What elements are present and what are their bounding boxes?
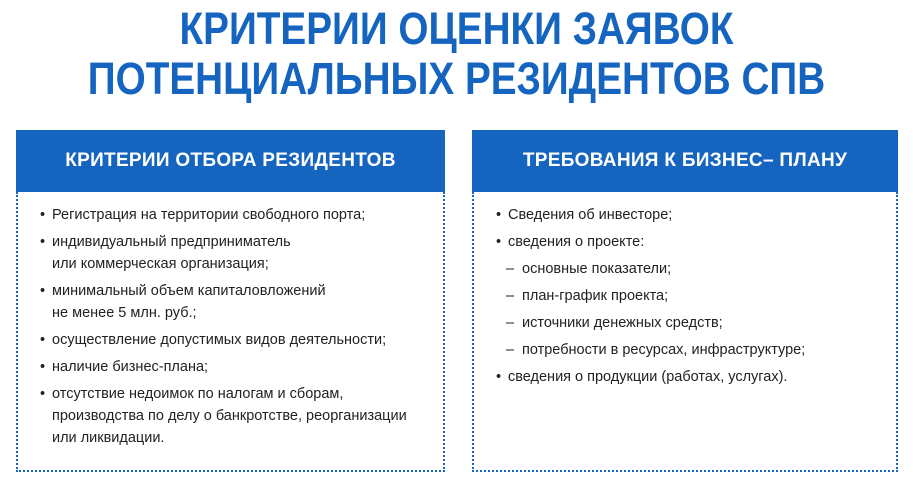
bullet-icon: •	[496, 369, 502, 385]
resident-criteria-panel	[16, 130, 445, 472]
list-item-text: минимальный объем капиталовложений	[52, 283, 326, 299]
bullet-icon: •	[40, 207, 46, 223]
bullet-icon: •	[40, 359, 46, 375]
bullet-icon: •	[496, 207, 502, 223]
sub-list-item	[496, 258, 888, 280]
bullet-icon: •	[40, 283, 46, 299]
list-item-text: сведения о продукции (работах, услугах).	[508, 369, 788, 385]
list-item-text: осуществление допустимых видов деятельности;	[52, 332, 387, 348]
resident-criteria-list	[40, 204, 435, 454]
resident-criteria-header: КРИТЕРИИ ОТБОРА РЕЗИДЕНТОВ	[16, 130, 445, 192]
title-line-2: ПОТЕНЦИАЛЬНЫХ РЕЗИДЕНТОВ СПВ	[87, 53, 826, 104]
list-item	[40, 356, 435, 378]
list-item	[496, 204, 888, 226]
list-item	[40, 204, 435, 226]
list-item-text: Регистрация на территории свободного порта;	[52, 207, 366, 223]
bullet-icon: •	[496, 234, 502, 250]
business-plan-header: ТРЕБОВАНИЯ К БИЗНЕС– ПЛАНУ	[472, 130, 898, 192]
list-item-text: источники денежных средств;	[522, 315, 723, 331]
list-item	[40, 329, 435, 351]
list-item-text: наличие бизнес-плана;	[52, 359, 209, 375]
dash-icon: –	[506, 342, 515, 358]
list-item-text: индивидуальный предприниматель	[52, 234, 291, 250]
bullet-icon: •	[40, 234, 46, 250]
list-item	[496, 366, 888, 388]
list-item	[40, 280, 435, 324]
list-item	[40, 231, 435, 275]
list-item-text: или коммерческая организация;	[52, 256, 269, 272]
sub-list-item	[496, 312, 888, 334]
business-plan-list	[496, 204, 888, 393]
bullet-icon: •	[40, 386, 46, 402]
list-item-text: потребности в ресурсах, инфраструктуре;	[522, 342, 806, 358]
business-plan-body	[472, 192, 898, 472]
list-item-text: отсутствие недоимок по налогам и сборам,	[52, 386, 344, 402]
title-line-1: КРИТЕРИИ ОЦЕНКИ ЗАЯВОК	[179, 3, 734, 54]
bullet-icon: •	[40, 332, 46, 348]
dash-icon: –	[506, 261, 515, 277]
dash-icon: –	[506, 315, 515, 331]
list-item-text: не менее 5 млн. руб.;	[52, 305, 197, 321]
business-plan-panel	[472, 130, 898, 472]
list-item	[40, 383, 435, 449]
list-item-text: производства по делу о банкротстве, реорганизации	[52, 408, 407, 424]
resident-criteria-body	[16, 192, 445, 472]
list-item-text: или ликвидации.	[52, 430, 165, 446]
list-item-text: Сведения об инвесторе;	[508, 207, 673, 223]
list-item-text: план-график проекта;	[522, 288, 669, 304]
list-item-text: основные показатели;	[522, 261, 672, 277]
page-title	[64, 4, 849, 104]
list-item	[496, 231, 888, 253]
sub-list-item	[496, 339, 888, 361]
list-item-text: сведения о проекте:	[508, 234, 645, 250]
dash-icon: –	[506, 288, 515, 304]
sub-list-item	[496, 285, 888, 307]
